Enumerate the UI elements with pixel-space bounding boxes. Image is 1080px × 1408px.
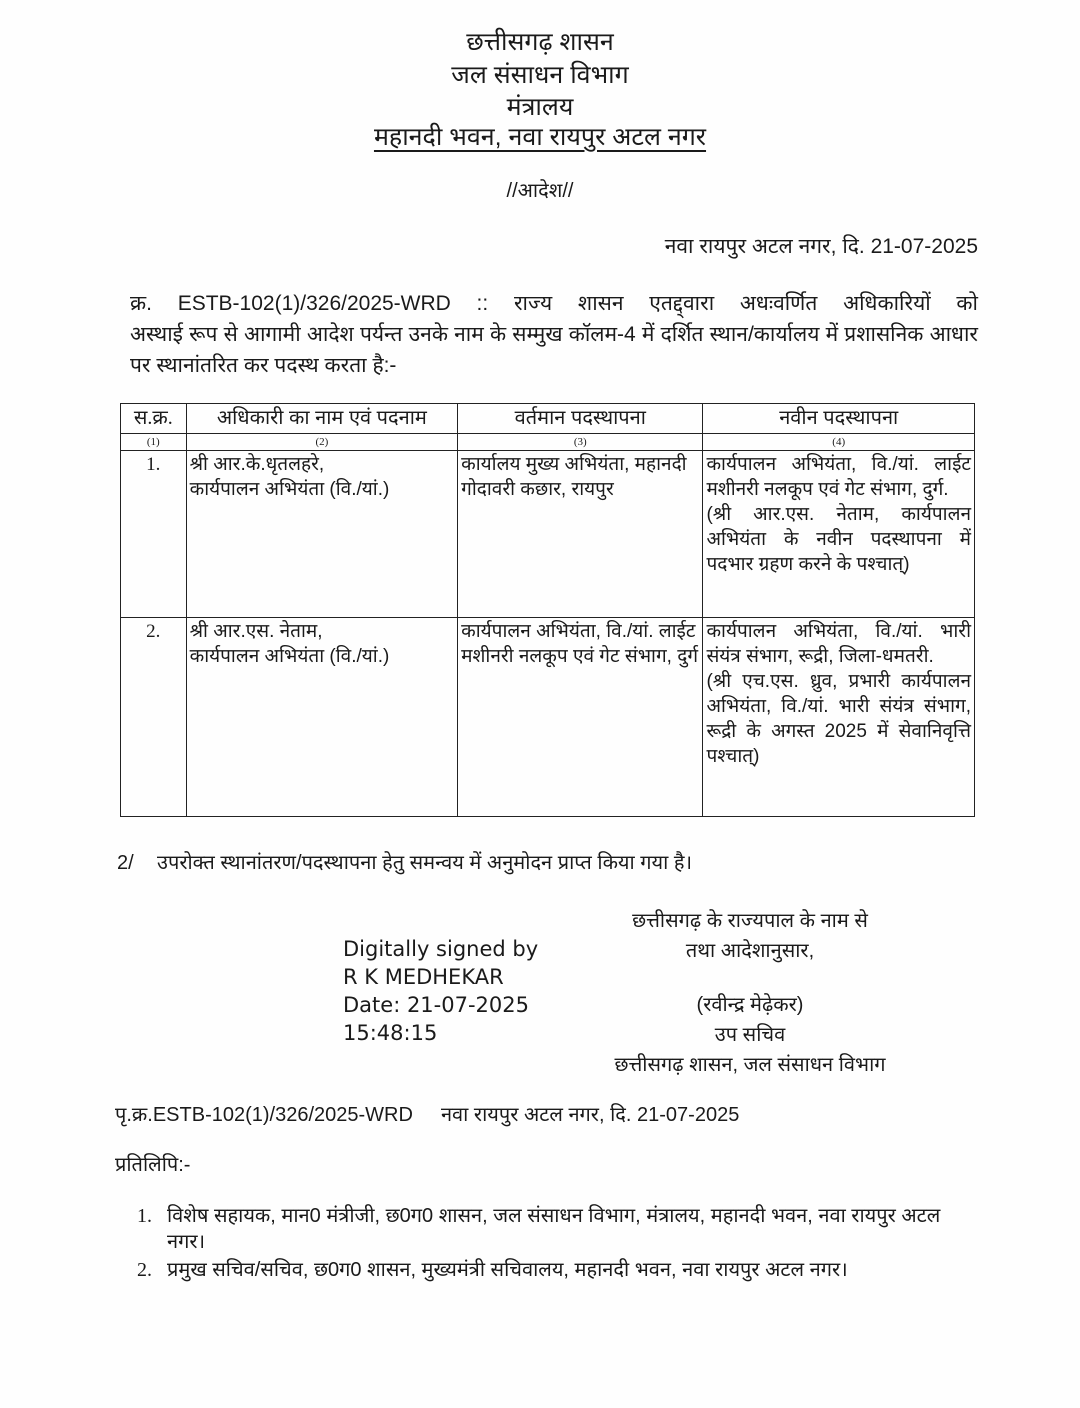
governor-line-1: छत्तीसगढ़ के राज्यपाल के नाम से xyxy=(632,910,868,932)
digital-signature-date: Date: 21-07-2025 xyxy=(343,993,529,1017)
column-number: (3) xyxy=(458,434,703,451)
endorsement-number: पृ.क्र.ESTB-102(1)/326/2025-WRD xyxy=(115,1104,413,1126)
list-item-number: 2. xyxy=(137,1259,152,1281)
digital-signature-line: Digitally signed by xyxy=(343,937,539,961)
header-address: महानदी भवन, नवा रायपुर अटल नगर xyxy=(373,123,707,151)
paragraph-number: 2/ xyxy=(117,852,134,874)
order-intro-line1: क्र. ESTB-102(1)/326/2025-WRD :: राज्य शासन एतद्द्वारा अधःवर्णित अधिकारियों को xyxy=(130,292,978,315)
signatory-name: (रवीन्द्र मेढ़ेकर) xyxy=(696,994,804,1016)
digital-signature-signer: R K MEDHEKAR xyxy=(343,965,504,989)
signatory-block xyxy=(570,990,930,1080)
header-new-posting: नवीन पदस्थापना xyxy=(703,404,975,434)
officer-name: श्री आर.के.धृतलहरे, xyxy=(189,454,325,475)
cell-current-posting: कार्यपालन अभियंता, वि./यां. लाईट मशीनरी नलकूप एवं गेट संभाग, दुर्ग xyxy=(458,618,703,817)
column-number: (1) xyxy=(121,434,187,451)
table-row xyxy=(121,618,975,817)
cell-current-posting: कार्यालय मुख्य अभियंता, महानदी गोदावरी कछार, रायपुर xyxy=(458,451,703,618)
table-row xyxy=(121,451,975,618)
paragraph-2 xyxy=(117,848,692,875)
order-title: //आदेश// xyxy=(506,180,574,202)
governor-authority xyxy=(590,906,910,966)
list-item-number: 1. xyxy=(137,1205,152,1227)
new-posting-text: कार्यपालन अभियंता, वि./यां. भारी संयंत्र संभाग, रूद्री, जिला-धमतरी. xyxy=(706,621,971,667)
cell-officer xyxy=(186,451,458,618)
new-posting-text: कार्यपालन अभियंता, वि./यां. लाईट मशीनरी नलकूप एवं गेट संभाग, दुर्ग. xyxy=(706,454,971,500)
header-department: जल संसाधन विभाग xyxy=(451,61,629,89)
officer-designation: कार्यपालन अभियंता (वि./यां.) xyxy=(189,479,390,500)
cell-new-posting xyxy=(703,451,975,618)
header-officer: अधिकारी का नाम एवं पदनाम xyxy=(186,404,458,434)
column-number-row xyxy=(121,434,975,451)
list-item xyxy=(137,1203,952,1255)
signatory-designation: उप सचिव xyxy=(714,1024,786,1046)
digital-signature-block xyxy=(343,935,538,1047)
paragraph-text: उपरोक्त स्थानांतरण/पदस्थापना हेतु समन्वय में अनुमोदन प्राप्त किया गया है। xyxy=(157,852,693,874)
copy-list xyxy=(137,1203,952,1285)
cell-sno: 2. xyxy=(121,618,187,817)
header-government: छत्तीसगढ़ शासन xyxy=(466,28,614,56)
order-intro xyxy=(130,288,978,381)
table-header-row xyxy=(121,404,975,434)
column-number: (4) xyxy=(703,434,975,451)
cell-officer xyxy=(186,618,458,817)
header-ministry: मंत्रालय xyxy=(506,93,574,121)
header-sno: स.क्र. xyxy=(121,404,187,434)
new-posting-note: (श्री आर.एस. नेताम, कार्यपालन अभियंता के नवीन पदस्थापना में पदभार ग्रहण करने के पश्चात्) xyxy=(706,504,971,575)
copy-to-label: प्रतिलिपि:- xyxy=(115,1154,191,1176)
officer-name: श्री आर.एस. नेताम, xyxy=(189,621,323,642)
transfer-table xyxy=(120,403,975,817)
order-intro-rest: अस्थाई रूप से आगामी आदेश पर्यन्त उनके नाम के सम्मुख कॉलम-4 में दर्शित स्थान/कार्यालय में प्रशासनिक आधार पर स्थानांतरित कर पदस्थ करता है:- xyxy=(130,323,978,377)
signatory-department: छत्तीसगढ़ शासन, जल संसाधन विभाग xyxy=(614,1054,886,1076)
list-item-text: प्रमुख सचिव/सचिव, छ0ग0 शासन, मुख्यमंत्री सचिवालय, महानदी भवन, नवा रायपुर अटल नगर। xyxy=(167,1259,848,1281)
digital-signature-time: 15:48:15 xyxy=(343,1021,438,1045)
column-number: (2) xyxy=(186,434,458,451)
new-posting-note: (श्री एच.एस. ध्रुव, प्रभारी कार्यपालन अभियंता, वि./यां. भारी संयंत्र संभाग, रूद्री के अगस्त 2025 में सेवानिवृत्ति पश्चात्) xyxy=(706,671,971,767)
list-item-text: विशेष सहायक, मान0 मंत्रीजी, छ0ग0 शासन, जल संसाधन विभाग, मंत्रालय, महानदी भवन, नवा रायपुर अटल नगर। xyxy=(167,1205,941,1253)
cell-sno: 1. xyxy=(121,451,187,618)
endorsement-place-date: नवा रायपुर अटल नगर, दि. 21-07-2025 xyxy=(440,1104,740,1126)
endorsement-reference xyxy=(115,1100,739,1127)
cell-new-posting xyxy=(703,618,975,817)
officer-designation: कार्यपालन अभियंता (वि./यां.) xyxy=(189,646,390,667)
header-current-posting: वर्तमान पदस्थापना xyxy=(458,404,703,434)
place-date: नवा रायपुर अटल नगर, दि. 21-07-2025 xyxy=(664,235,978,258)
list-item xyxy=(137,1257,952,1283)
governor-line-2: तथा आदेशानुसार, xyxy=(685,940,815,962)
